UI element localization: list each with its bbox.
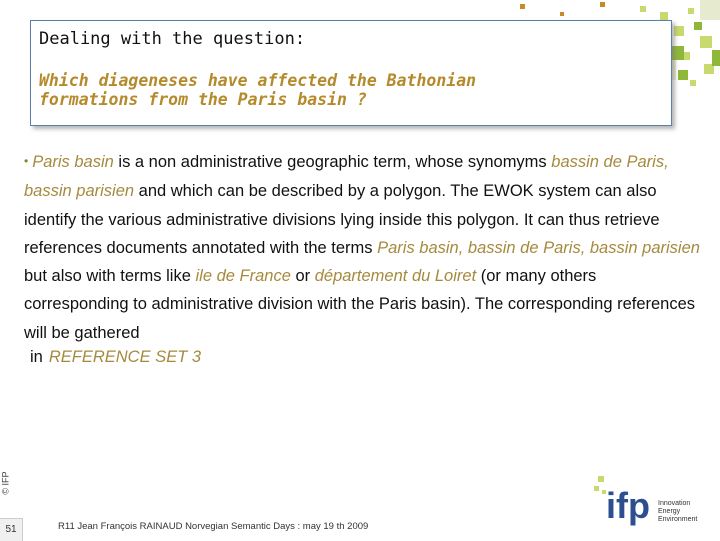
text-segment: and which can be described by a polygon. The EWOK system can also identify the various administrative divisions lying inside this polygon. It can thus retrieve references documents annotated with the terms [24, 182, 660, 257]
term-loiret: département du Loiret [314, 267, 477, 286]
question-line-1: Which diageneses have affected the Bathonian [39, 71, 477, 90]
tagline-1: Innovation [658, 500, 691, 507]
question-box [30, 20, 672, 126]
reference-set: REFERENCE SET 3 [48, 348, 202, 366]
question-text [39, 71, 476, 109]
text-segment: or [290, 267, 315, 286]
tagline-2: Energy [658, 508, 681, 515]
term-list: Paris basin, bassin de Paris, bassin parisien [377, 238, 700, 257]
svg-text:ifp: ifp [606, 485, 650, 526]
term-synonyms: bassin de Paris, bassin parisien [24, 153, 669, 201]
page-number: 51 [0, 518, 23, 541]
logo-tagline [658, 500, 697, 524]
copyright: © IFP [0, 471, 11, 495]
question-heading: Dealing with the question: [39, 29, 306, 49]
reference-line [30, 348, 201, 367]
bullet-icon: • [24, 154, 29, 168]
term-paris-basin: Paris basin [32, 153, 114, 171]
text-segment: (or many others corresponding to administrative division with the Paris basin). The corresponding references will be gathered [24, 267, 696, 342]
body-paragraph [24, 148, 700, 347]
question-line-2: formations from the Paris basin ? [39, 90, 367, 109]
term-ile-de-france: ile de France [195, 267, 291, 286]
text-segment: is a non administrative geographic term, whose synomyms [113, 153, 552, 171]
tagline-3: Environment [658, 516, 698, 523]
footer-text: R11 Jean François RAINAUD Norvegian Semantic Days : may 19 th 2009 [58, 521, 369, 532]
reference-prefix: in [30, 348, 43, 366]
text-segment: but also with terms like [24, 267, 196, 286]
